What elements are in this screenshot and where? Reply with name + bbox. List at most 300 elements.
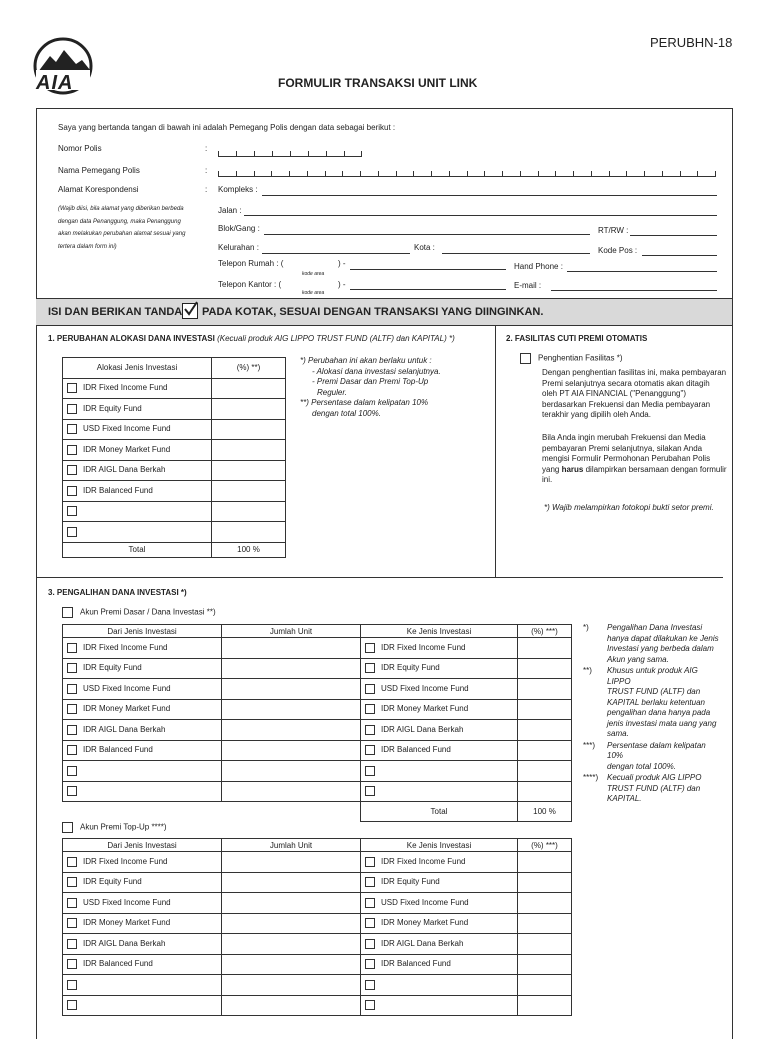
table-row bbox=[63, 638, 572, 659]
kode-area-note: kode area bbox=[302, 290, 325, 296]
banner-left: ISI DAN BERIKAN TANDA bbox=[48, 306, 183, 318]
unit-cell[interactable] bbox=[222, 893, 361, 914]
tick bbox=[626, 171, 627, 176]
telp-rumah-field[interactable] bbox=[350, 269, 506, 270]
fund-checkbox[interactable] bbox=[67, 527, 77, 537]
total-row bbox=[63, 802, 572, 822]
tick bbox=[289, 171, 290, 176]
fund-label: IDR Equity Fund bbox=[83, 877, 142, 887]
fund-label: IDR Fixed Income Fund bbox=[83, 642, 168, 652]
aia-logo bbox=[32, 36, 94, 96]
tick bbox=[573, 171, 574, 176]
from-fund-cell[interactable] bbox=[63, 781, 222, 802]
from-fund-cell[interactable] bbox=[63, 913, 222, 934]
s2-note: *) Wajib melampirkan fotokopi bukti setor premi. bbox=[544, 503, 714, 512]
col-alokasi: Alokasi Jenis Investasi bbox=[63, 358, 212, 379]
fund-label: IDR AIGL Dana Berkah bbox=[381, 724, 464, 734]
alloc-pct-cell[interactable] bbox=[212, 440, 286, 461]
tick bbox=[218, 171, 219, 176]
note-line: TRUST FUND (ALTF) dan bbox=[607, 687, 701, 696]
to-fund-cell[interactable] bbox=[361, 679, 518, 700]
rtrw-field[interactable] bbox=[630, 235, 717, 236]
tick bbox=[449, 171, 450, 176]
tick bbox=[431, 171, 432, 176]
fund-checkbox[interactable] bbox=[67, 959, 77, 969]
from-fund-cell[interactable] bbox=[63, 995, 222, 1016]
note-line: jenis investasi mata uang yang bbox=[607, 718, 717, 728]
note-mark: *) bbox=[583, 623, 589, 632]
note-line: dengan total 100%. bbox=[607, 761, 676, 771]
form-code: PERUBHN-18 bbox=[650, 35, 733, 50]
s1-note-line: Reguler. bbox=[317, 387, 347, 397]
telp-kantor-dash: ) - bbox=[338, 280, 346, 289]
fund-checkbox[interactable] bbox=[365, 918, 375, 928]
fund-label: USD Fixed Income Fund bbox=[83, 424, 171, 434]
fund-checkbox[interactable] bbox=[67, 898, 77, 908]
fund-checkbox[interactable] bbox=[365, 786, 375, 796]
fund-label: IDR AIGL Dana Berkah bbox=[83, 465, 166, 475]
s3-notes bbox=[583, 623, 723, 806]
to-fund-cell[interactable] bbox=[361, 934, 518, 955]
unit-cell[interactable] bbox=[222, 740, 361, 761]
kompleks-field[interactable] bbox=[262, 195, 717, 196]
from-fund-cell[interactable] bbox=[63, 975, 222, 996]
fund-checkbox[interactable] bbox=[67, 725, 77, 735]
fund-label: IDR AIGL Dana Berkah bbox=[83, 938, 166, 948]
alloc-pct-cell[interactable] bbox=[212, 419, 286, 440]
s2-para2 bbox=[542, 433, 727, 486]
tick bbox=[538, 171, 539, 176]
alloc-fund-cell[interactable] bbox=[63, 440, 212, 461]
from-fund-cell[interactable] bbox=[63, 852, 222, 873]
unit-cell[interactable] bbox=[222, 679, 361, 700]
s2-pre: yang bbox=[542, 464, 562, 474]
tick bbox=[413, 171, 414, 176]
tick bbox=[644, 171, 645, 176]
fund-checkbox[interactable] bbox=[67, 424, 77, 434]
kelurahan-field[interactable] bbox=[262, 253, 410, 254]
transfer-table-topup bbox=[62, 838, 572, 1016]
telp-kantor-field[interactable] bbox=[350, 289, 506, 290]
s3-note bbox=[583, 666, 723, 740]
header-row bbox=[63, 625, 572, 638]
fund-checkbox[interactable] bbox=[365, 898, 375, 908]
s2-para-line: Premi selanjutnya secara otomatis akan ditagih bbox=[542, 378, 710, 388]
header-row bbox=[63, 839, 572, 852]
kelurahan-label: Kelurahan : bbox=[218, 243, 259, 252]
fund-checkbox[interactable] bbox=[67, 877, 77, 887]
s2-para-line: mengisi Formulir Permohonan Perubahan Polis bbox=[542, 454, 711, 463]
nama-pemegang-field[interactable] bbox=[218, 170, 716, 177]
pct-cell[interactable] bbox=[518, 699, 572, 720]
note-line: sama. bbox=[607, 729, 629, 738]
table-row bbox=[63, 419, 286, 440]
to-fund-cell[interactable] bbox=[361, 852, 518, 873]
note-line: Khusus untuk produk AIG LIPPO bbox=[607, 666, 698, 686]
s1-title-wrap bbox=[48, 334, 455, 343]
note-line: Persentase dalam kelipatan 10% bbox=[607, 740, 706, 760]
fund-checkbox[interactable] bbox=[365, 725, 375, 735]
fund-label: IDR Money Market Fund bbox=[83, 704, 171, 714]
fund-checkbox[interactable] bbox=[67, 704, 77, 714]
fund-label: IDR Fixed Income Fund bbox=[83, 383, 168, 393]
telp-rumah-dash: ) - bbox=[338, 259, 346, 268]
kota-label: Kota : bbox=[414, 243, 435, 252]
fund-checkbox[interactable] bbox=[365, 704, 375, 714]
alloc-pct-cell[interactable] bbox=[212, 522, 286, 543]
blok-label: Blok/Gang : bbox=[218, 224, 260, 233]
allocation-table bbox=[62, 357, 286, 558]
fund-checkbox[interactable] bbox=[365, 877, 375, 887]
fund-label: IDR Money Market Fund bbox=[83, 444, 171, 454]
transfer-table-dasar bbox=[62, 624, 572, 822]
col-dari: Dari Jenis Investasi bbox=[63, 625, 222, 638]
s2-para-line: Dengan penghentian fasilitas ini, maka pembayaran bbox=[542, 368, 727, 377]
tick bbox=[271, 171, 272, 176]
kodepos-field[interactable] bbox=[642, 255, 717, 256]
alloc-pct-cell[interactable] bbox=[212, 378, 286, 399]
col-pct: (%) ***) bbox=[518, 625, 572, 638]
s2-para-line bbox=[542, 465, 727, 476]
to-fund-cell[interactable] bbox=[361, 699, 518, 720]
alloc-fund-cell[interactable] bbox=[63, 378, 212, 399]
to-fund-cell[interactable] bbox=[361, 995, 518, 1016]
rtrw-label: RT/RW : bbox=[598, 226, 629, 235]
tick bbox=[609, 171, 610, 176]
note-line: Kecuali produk AIG LIPPO bbox=[607, 773, 702, 782]
colon: : bbox=[205, 166, 208, 175]
s1-note-line: dengan total 100%. bbox=[312, 408, 381, 418]
tick bbox=[467, 171, 468, 176]
to-fund-cell[interactable] bbox=[361, 720, 518, 741]
note-line: KAPITAL. bbox=[607, 794, 642, 803]
from-fund-cell[interactable] bbox=[63, 699, 222, 720]
unit-cell[interactable] bbox=[222, 761, 361, 782]
tick bbox=[342, 171, 343, 176]
table-row bbox=[63, 995, 572, 1016]
note-line: hanya dapat dilakukan ke Jenis bbox=[607, 633, 719, 643]
from-fund-cell[interactable] bbox=[63, 872, 222, 893]
table-row bbox=[63, 699, 572, 720]
fund-checkbox[interactable] bbox=[67, 506, 77, 516]
pct-cell[interactable] bbox=[518, 679, 572, 700]
s2-para-line: pembayaran Premi selanjutnya, silakan Anda bbox=[542, 443, 703, 453]
total-label: Total bbox=[63, 542, 212, 557]
unit-cell[interactable] bbox=[222, 913, 361, 934]
from-fund-cell[interactable] bbox=[63, 720, 222, 741]
fund-label: IDR Balanced Fund bbox=[381, 959, 451, 969]
akun-topup-option[interactable] bbox=[62, 822, 167, 833]
pct-cell[interactable] bbox=[518, 872, 572, 893]
alloc-pct-cell[interactable] bbox=[212, 501, 286, 522]
fund-checkbox[interactable] bbox=[67, 918, 77, 928]
s1-note-line: *) Perubahan ini akan berlaku untuk : bbox=[300, 356, 432, 365]
s2-title: 2. FASILITAS CUTI PREMI OTOMATIS bbox=[506, 334, 648, 343]
s1-note-line: - Premi Dasar dan Premi Top-Up bbox=[312, 377, 429, 386]
to-fund-cell[interactable] bbox=[361, 781, 518, 802]
note-mark: ***) bbox=[583, 740, 596, 750]
alloc-fund-cell[interactable] bbox=[63, 522, 212, 543]
note-line: TRUST FUND (ALTF) dan bbox=[607, 783, 701, 793]
fund-checkbox[interactable] bbox=[67, 1000, 77, 1010]
to-fund-cell[interactable] bbox=[361, 975, 518, 996]
s3-title: 3. PENGALIHAN DANA INVESTASI *) bbox=[48, 588, 187, 597]
from-fund-cell[interactable] bbox=[63, 638, 222, 659]
fund-checkbox[interactable] bbox=[67, 857, 77, 867]
unit-cell[interactable] bbox=[222, 975, 361, 996]
fund-label: IDR Equity Fund bbox=[381, 663, 440, 673]
pct-cell[interactable] bbox=[518, 893, 572, 914]
unit-cell[interactable] bbox=[222, 934, 361, 955]
fund-checkbox[interactable] bbox=[67, 939, 77, 949]
section-divider bbox=[495, 325, 496, 577]
col-ke: Ke Jenis Investasi bbox=[361, 625, 518, 638]
col-ke: Ke Jenis Investasi bbox=[361, 839, 518, 852]
fund-checkbox[interactable] bbox=[67, 663, 77, 673]
to-fund-cell[interactable] bbox=[361, 954, 518, 975]
tick bbox=[307, 171, 308, 176]
table-row bbox=[63, 872, 572, 893]
tick bbox=[697, 171, 698, 176]
alamat-label: Alamat Korespondensi bbox=[58, 185, 139, 194]
hp-field[interactable] bbox=[567, 271, 717, 272]
logo-text: AIA bbox=[36, 72, 74, 94]
s3-note bbox=[583, 741, 723, 773]
from-fund-cell[interactable] bbox=[63, 658, 222, 679]
from-fund-cell[interactable] bbox=[63, 740, 222, 761]
jalan-field[interactable] bbox=[244, 215, 717, 216]
fund-checkbox[interactable] bbox=[365, 684, 375, 694]
tick bbox=[715, 171, 716, 176]
col-jumlah: Jumlah Unit bbox=[222, 839, 361, 852]
banner-right: PADA KOTAK, SESUAI DENGAN TRANSAKSI YANG DIINGINKAN. bbox=[202, 306, 544, 318]
s2-para-line: Bila Anda ingin merubah Frekuensi dan Media bbox=[542, 433, 706, 442]
fund-checkbox[interactable] bbox=[365, 766, 375, 776]
fund-label: IDR Fixed Income Fund bbox=[83, 856, 168, 866]
akun-dasar-label: Akun Premi Dasar / Dana Investasi **) bbox=[80, 607, 216, 617]
fund-label: IDR Equity Fund bbox=[83, 663, 142, 673]
to-fund-cell[interactable] bbox=[361, 761, 518, 782]
fund-checkbox[interactable] bbox=[67, 404, 77, 414]
alloc-fund-cell[interactable] bbox=[63, 481, 212, 502]
nomor-polis-field[interactable] bbox=[218, 150, 362, 157]
pct-cell[interactable] bbox=[518, 781, 572, 802]
s2-para-line: ini. bbox=[542, 475, 553, 484]
tick bbox=[484, 171, 485, 176]
fund-label: USD Fixed Income Fund bbox=[83, 897, 171, 907]
alamat-note-2: dengan data Penanggung, maka Penanggung bbox=[58, 219, 181, 225]
from-fund-cell[interactable] bbox=[63, 761, 222, 782]
alloc-pct-cell[interactable] bbox=[212, 460, 286, 481]
total-label: Total bbox=[361, 802, 518, 822]
to-fund-cell[interactable] bbox=[361, 658, 518, 679]
fund-checkbox[interactable] bbox=[67, 445, 77, 455]
s2-para-line: terakhir yang dipilih oleh Anda. bbox=[542, 410, 651, 419]
alloc-fund-cell[interactable] bbox=[63, 399, 212, 420]
check-icon bbox=[182, 303, 198, 319]
fund-label: IDR Balanced Fund bbox=[83, 485, 153, 495]
alloc-fund-cell[interactable] bbox=[63, 419, 212, 440]
akun-dasar-option[interactable] bbox=[62, 607, 216, 618]
fund-checkbox[interactable] bbox=[67, 643, 77, 653]
akun-dasar-checkbox[interactable] bbox=[62, 607, 73, 618]
to-fund-cell[interactable] bbox=[361, 740, 518, 761]
from-fund-cell[interactable] bbox=[63, 679, 222, 700]
col-pct: (%) **) bbox=[212, 358, 286, 379]
pct-cell[interactable] bbox=[518, 761, 572, 782]
total-row bbox=[63, 542, 286, 557]
from-fund-cell[interactable] bbox=[63, 893, 222, 914]
table-row bbox=[63, 720, 572, 741]
s2-post: dilampirkan bersamaan dengan formulir bbox=[583, 464, 727, 474]
pct-cell[interactable] bbox=[518, 720, 572, 741]
fund-label: IDR Fixed Income Fund bbox=[381, 856, 466, 866]
instruction-banner bbox=[36, 298, 732, 326]
to-fund-cell[interactable] bbox=[361, 638, 518, 659]
total-value: 100 % bbox=[518, 802, 572, 822]
fund-checkbox[interactable] bbox=[365, 745, 375, 755]
alloc-fund-cell[interactable] bbox=[63, 460, 212, 481]
intro-text: Saya yang bertanda tangan di bawah ini adalah Pemegang Polis dengan data sebagai berikut : bbox=[58, 123, 396, 132]
fund-checkbox[interactable] bbox=[365, 643, 375, 653]
fund-checkbox[interactable] bbox=[67, 465, 77, 475]
tick bbox=[236, 171, 237, 176]
fund-label: USD Fixed Income Fund bbox=[83, 683, 171, 693]
fund-label: IDR AIGL Dana Berkah bbox=[381, 938, 464, 948]
fund-checkbox[interactable] bbox=[365, 959, 375, 969]
table-row bbox=[63, 399, 286, 420]
fund-checkbox[interactable] bbox=[365, 939, 375, 949]
table-row bbox=[63, 501, 286, 522]
pct-cell[interactable] bbox=[518, 913, 572, 934]
s2-option-label: Penghentian Fasilitas *) bbox=[538, 353, 623, 363]
table-row bbox=[63, 975, 572, 996]
pct-cell[interactable] bbox=[518, 658, 572, 679]
unit-cell[interactable] bbox=[222, 720, 361, 741]
hp-label: Hand Phone : bbox=[514, 262, 563, 271]
fund-checkbox[interactable] bbox=[67, 745, 77, 755]
to-fund-cell[interactable] bbox=[361, 893, 518, 914]
fund-checkbox[interactable] bbox=[365, 857, 375, 867]
fund-checkbox[interactable] bbox=[365, 1000, 375, 1010]
fund-label: IDR Money Market Fund bbox=[381, 704, 469, 714]
unit-cell[interactable] bbox=[222, 872, 361, 893]
tick bbox=[396, 171, 397, 176]
nama-pemegang-label: Nama Pemegang Polis bbox=[58, 166, 140, 175]
pct-cell[interactable] bbox=[518, 638, 572, 659]
table-row bbox=[63, 913, 572, 934]
akun-topup-label: Akun Premi Top-Up ****) bbox=[80, 822, 167, 832]
fund-label: IDR Equity Fund bbox=[381, 877, 440, 887]
alloc-pct-cell[interactable] bbox=[212, 399, 286, 420]
s2-para1 bbox=[542, 368, 727, 421]
unit-cell[interactable] bbox=[222, 995, 361, 1016]
fund-checkbox[interactable] bbox=[67, 980, 77, 990]
unit-cell[interactable] bbox=[222, 699, 361, 720]
to-fund-cell[interactable] bbox=[361, 872, 518, 893]
table-row bbox=[63, 440, 286, 461]
alloc-fund-cell[interactable] bbox=[63, 501, 212, 522]
fund-label: IDR AIGL Dana Berkah bbox=[83, 724, 166, 734]
table-row bbox=[63, 378, 286, 399]
pct-cell[interactable] bbox=[518, 740, 572, 761]
akun-topup-checkbox[interactable] bbox=[62, 822, 73, 833]
fund-label: IDR Balanced Fund bbox=[381, 745, 451, 755]
pct-cell[interactable] bbox=[518, 852, 572, 873]
penghentian-checkbox[interactable] bbox=[520, 353, 531, 364]
tick bbox=[502, 171, 503, 176]
email-field[interactable] bbox=[551, 290, 717, 291]
fund-checkbox[interactable] bbox=[67, 486, 77, 496]
table-row bbox=[63, 658, 572, 679]
kompleks-label: Kompleks : bbox=[218, 185, 258, 194]
colon: : bbox=[205, 144, 208, 153]
note-line: Akun yang sama. bbox=[607, 654, 669, 664]
table-row bbox=[63, 781, 572, 802]
fund-label: IDR Fixed Income Fund bbox=[381, 642, 466, 652]
telp-kantor-label: Telepon Kantor : ( bbox=[218, 280, 282, 289]
pct-cell[interactable] bbox=[518, 975, 572, 996]
table-row bbox=[63, 852, 572, 873]
table-row bbox=[63, 481, 286, 502]
col-dari: Dari Jenis Investasi bbox=[63, 839, 222, 852]
unit-cell[interactable] bbox=[222, 852, 361, 873]
blok-field[interactable] bbox=[264, 234, 590, 235]
fund-checkbox[interactable] bbox=[365, 663, 375, 673]
note-line: Pengalihan Dana Investasi bbox=[607, 623, 703, 632]
table-row bbox=[63, 522, 286, 543]
fund-label: IDR Balanced Fund bbox=[83, 745, 153, 755]
tick bbox=[520, 171, 521, 176]
pct-cell[interactable] bbox=[518, 954, 572, 975]
unit-cell[interactable] bbox=[222, 781, 361, 802]
fund-checkbox[interactable] bbox=[67, 786, 77, 796]
section-divider bbox=[36, 577, 723, 578]
fund-label: IDR Money Market Fund bbox=[381, 918, 469, 928]
tick bbox=[680, 171, 681, 176]
pct-cell[interactable] bbox=[518, 995, 572, 1016]
unit-cell[interactable] bbox=[222, 954, 361, 975]
pct-cell[interactable] bbox=[518, 934, 572, 955]
unit-cell[interactable] bbox=[222, 638, 361, 659]
unit-cell[interactable] bbox=[222, 658, 361, 679]
page-title: FORMULIR TRANSAKSI UNIT LINK bbox=[278, 76, 478, 90]
alamat-note-3: akan melakukan perubahan alamat sesuai yang bbox=[58, 231, 186, 237]
table-row bbox=[63, 679, 572, 700]
fund-checkbox[interactable] bbox=[365, 980, 375, 990]
fund-checkbox[interactable] bbox=[67, 383, 77, 393]
to-fund-cell[interactable] bbox=[361, 913, 518, 934]
tick bbox=[254, 171, 255, 176]
kota-field[interactable] bbox=[442, 253, 590, 254]
s3-note bbox=[583, 623, 723, 665]
fund-checkbox[interactable] bbox=[67, 684, 77, 694]
from-fund-cell[interactable] bbox=[63, 934, 222, 955]
s2-option[interactable] bbox=[520, 353, 623, 364]
from-fund-cell[interactable] bbox=[63, 954, 222, 975]
note-line: Investasi yang berbeda dalam bbox=[607, 644, 714, 653]
tick bbox=[378, 171, 379, 176]
alloc-pct-cell[interactable] bbox=[212, 481, 286, 502]
table-row bbox=[63, 893, 572, 914]
fund-checkbox[interactable] bbox=[67, 766, 77, 776]
s1-notes bbox=[300, 356, 441, 419]
tick bbox=[555, 171, 556, 176]
fund-label: IDR Balanced Fund bbox=[83, 959, 153, 969]
s1-title: 1. PERUBAHAN ALOKASI DANA INVESTASI bbox=[48, 334, 215, 343]
s1-note-line: **) Persentase dalam kelipatan 10% bbox=[300, 398, 429, 407]
total-value: 100 % bbox=[212, 542, 286, 557]
